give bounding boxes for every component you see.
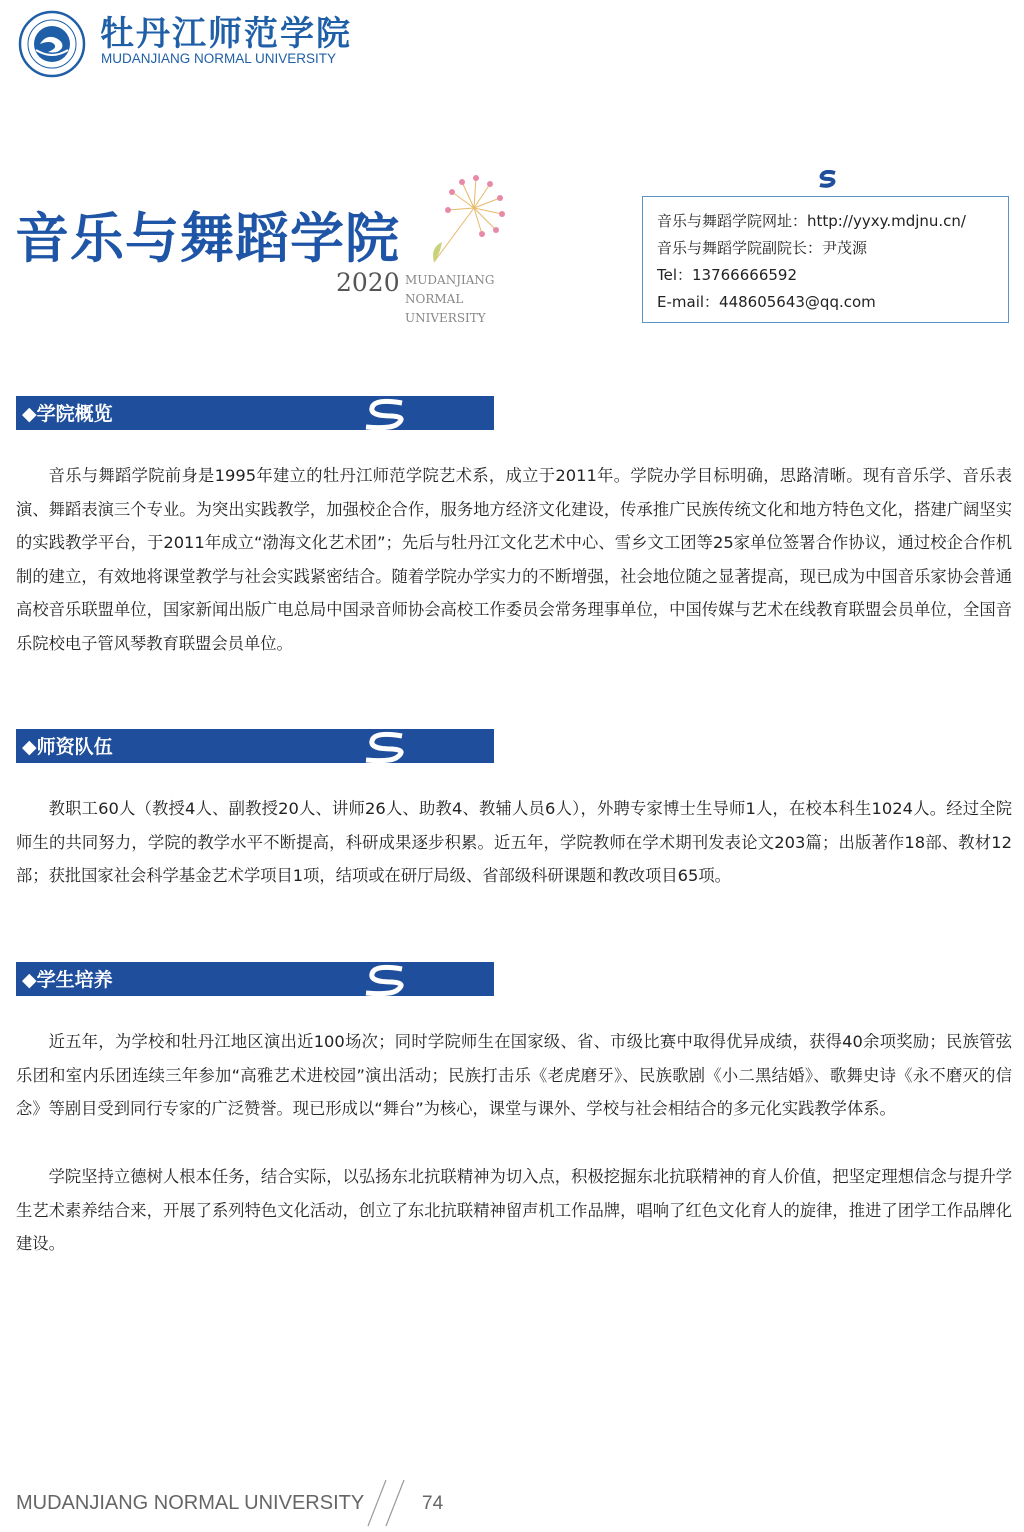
section-header-overview (16, 396, 494, 430)
en-line-3: UNIVERSITY (405, 311, 486, 325)
section-header-faculty (16, 729, 494, 763)
s-logo-icon (817, 170, 839, 188)
section-header-students (16, 962, 494, 996)
paragraph: 学院坚持立德树人根本任务，结合实际，以弘扬东北抗联精神为切入点，积极挖掘东北抗联精神的育人价值，把坚定理想信念与提升学生艺术素养结合来，开展了系列特色文化活动，创立了东北抗联精神留声机工作品牌，唱响了红色文化育人的旋律，推进了团学工作品牌化建设。 (16, 1167, 1012, 1254)
contact-vice-dean: 音乐与舞蹈学院副院长：尹茂源 (657, 239, 868, 257)
university-seal-icon (18, 10, 86, 78)
contact-website[interactable]: 音乐与舞蹈学院网址：http://yyxy.mdjnu.cn/ (657, 212, 966, 230)
contact-box (642, 196, 1009, 323)
double-slash-icon (364, 1478, 410, 1528)
page-title: 音乐与舞蹈学院 (15, 206, 400, 270)
footer-university-name: MUDANJIANG NORMAL UNIVERSITY (16, 1492, 365, 1514)
section-title: ◆师资队伍 (22, 736, 113, 758)
year-en-label (405, 271, 495, 328)
en-line-1: MUDANJIANG (405, 273, 495, 287)
year-label: 2020 (336, 268, 400, 297)
paragraph: 教职工60人（教授4人、副教授20人、讲师26人、助教4、教辅人员6人），外聘专家博士生导师1人，在校本科生1024人。经过全院师生的共同努力，学院的教学水平不断提高，科研成果逐步积累。近五年，学院教师在学术期刊发表论文203篇；出版著作18部、教材12部；获批国家社会科学基金艺术学项目1项，结项或在研厅局级、省部级科研课题和教改项目65项。 (16, 799, 1012, 886)
contact-tel: Tel：13766666592 (657, 266, 797, 284)
university-name-en: MUDANJIANG NORMAL UNIVERSITY (101, 51, 337, 66)
page-number: 74 (422, 1493, 444, 1514)
en-line-2: NORMAL (405, 292, 464, 306)
section-title: ◆学生培养 (22, 969, 113, 991)
university-name-cn: 牡丹江师范学院 (100, 14, 352, 54)
flower-decoration-icon (412, 170, 512, 270)
paragraph: 音乐与舞蹈学院前身是1995年建立的牡丹江师范学院艺术系，成立于2011年。学院办学目标明确，思路清晰。现有音乐学、音乐表演、舞蹈表演三个专业。为突出实践教学，加强校企合作，服务地方经济文化建设，传承推广民族传统文化和地方特色文化，搭建广阔坚实的实践教学平台，于2011年成立“渤海文化艺术团”；先后与牡丹江文化艺术中心、雪乡文工团等25家单位签署合作协议，通过校企合作机制的建立，有效地将课堂教学与社会实践紧密结合。随着学院办学实力的不断增强，社会地位随之显著提高，现已成为中国音乐家协会普通高校音乐联盟单位，国家新闻出版广电总局中国录音师协会高校工作委员会常务理事单位，中国传媒与艺术在线教育联盟会员单位，全国音乐院校电子管风琴教育联盟会员单位。 (16, 466, 1012, 653)
section-title: ◆学院概览 (22, 403, 113, 425)
paragraph: 近五年，为学校和牡丹江地区演出近100场次；同时学院师生在国家级、省、市级比赛中取得优异成绩，获得40余项奖励；民族管弦乐团和室内乐团连续三年参加“高雅艺术进校园”演出活动；民族打击乐《老虎磨牙》、民族歌剧《小二黑结婚》、歌舞史诗《永不磨灭的信念》等剧目受到同行专家的广泛赞誉。现已形成以“舞台”为核心，课堂与课外、学校与社会相结合的多元化实践教学体系。 (16, 1032, 1012, 1119)
contact-email[interactable]: E-mail：448605643@qq.com (657, 293, 876, 311)
